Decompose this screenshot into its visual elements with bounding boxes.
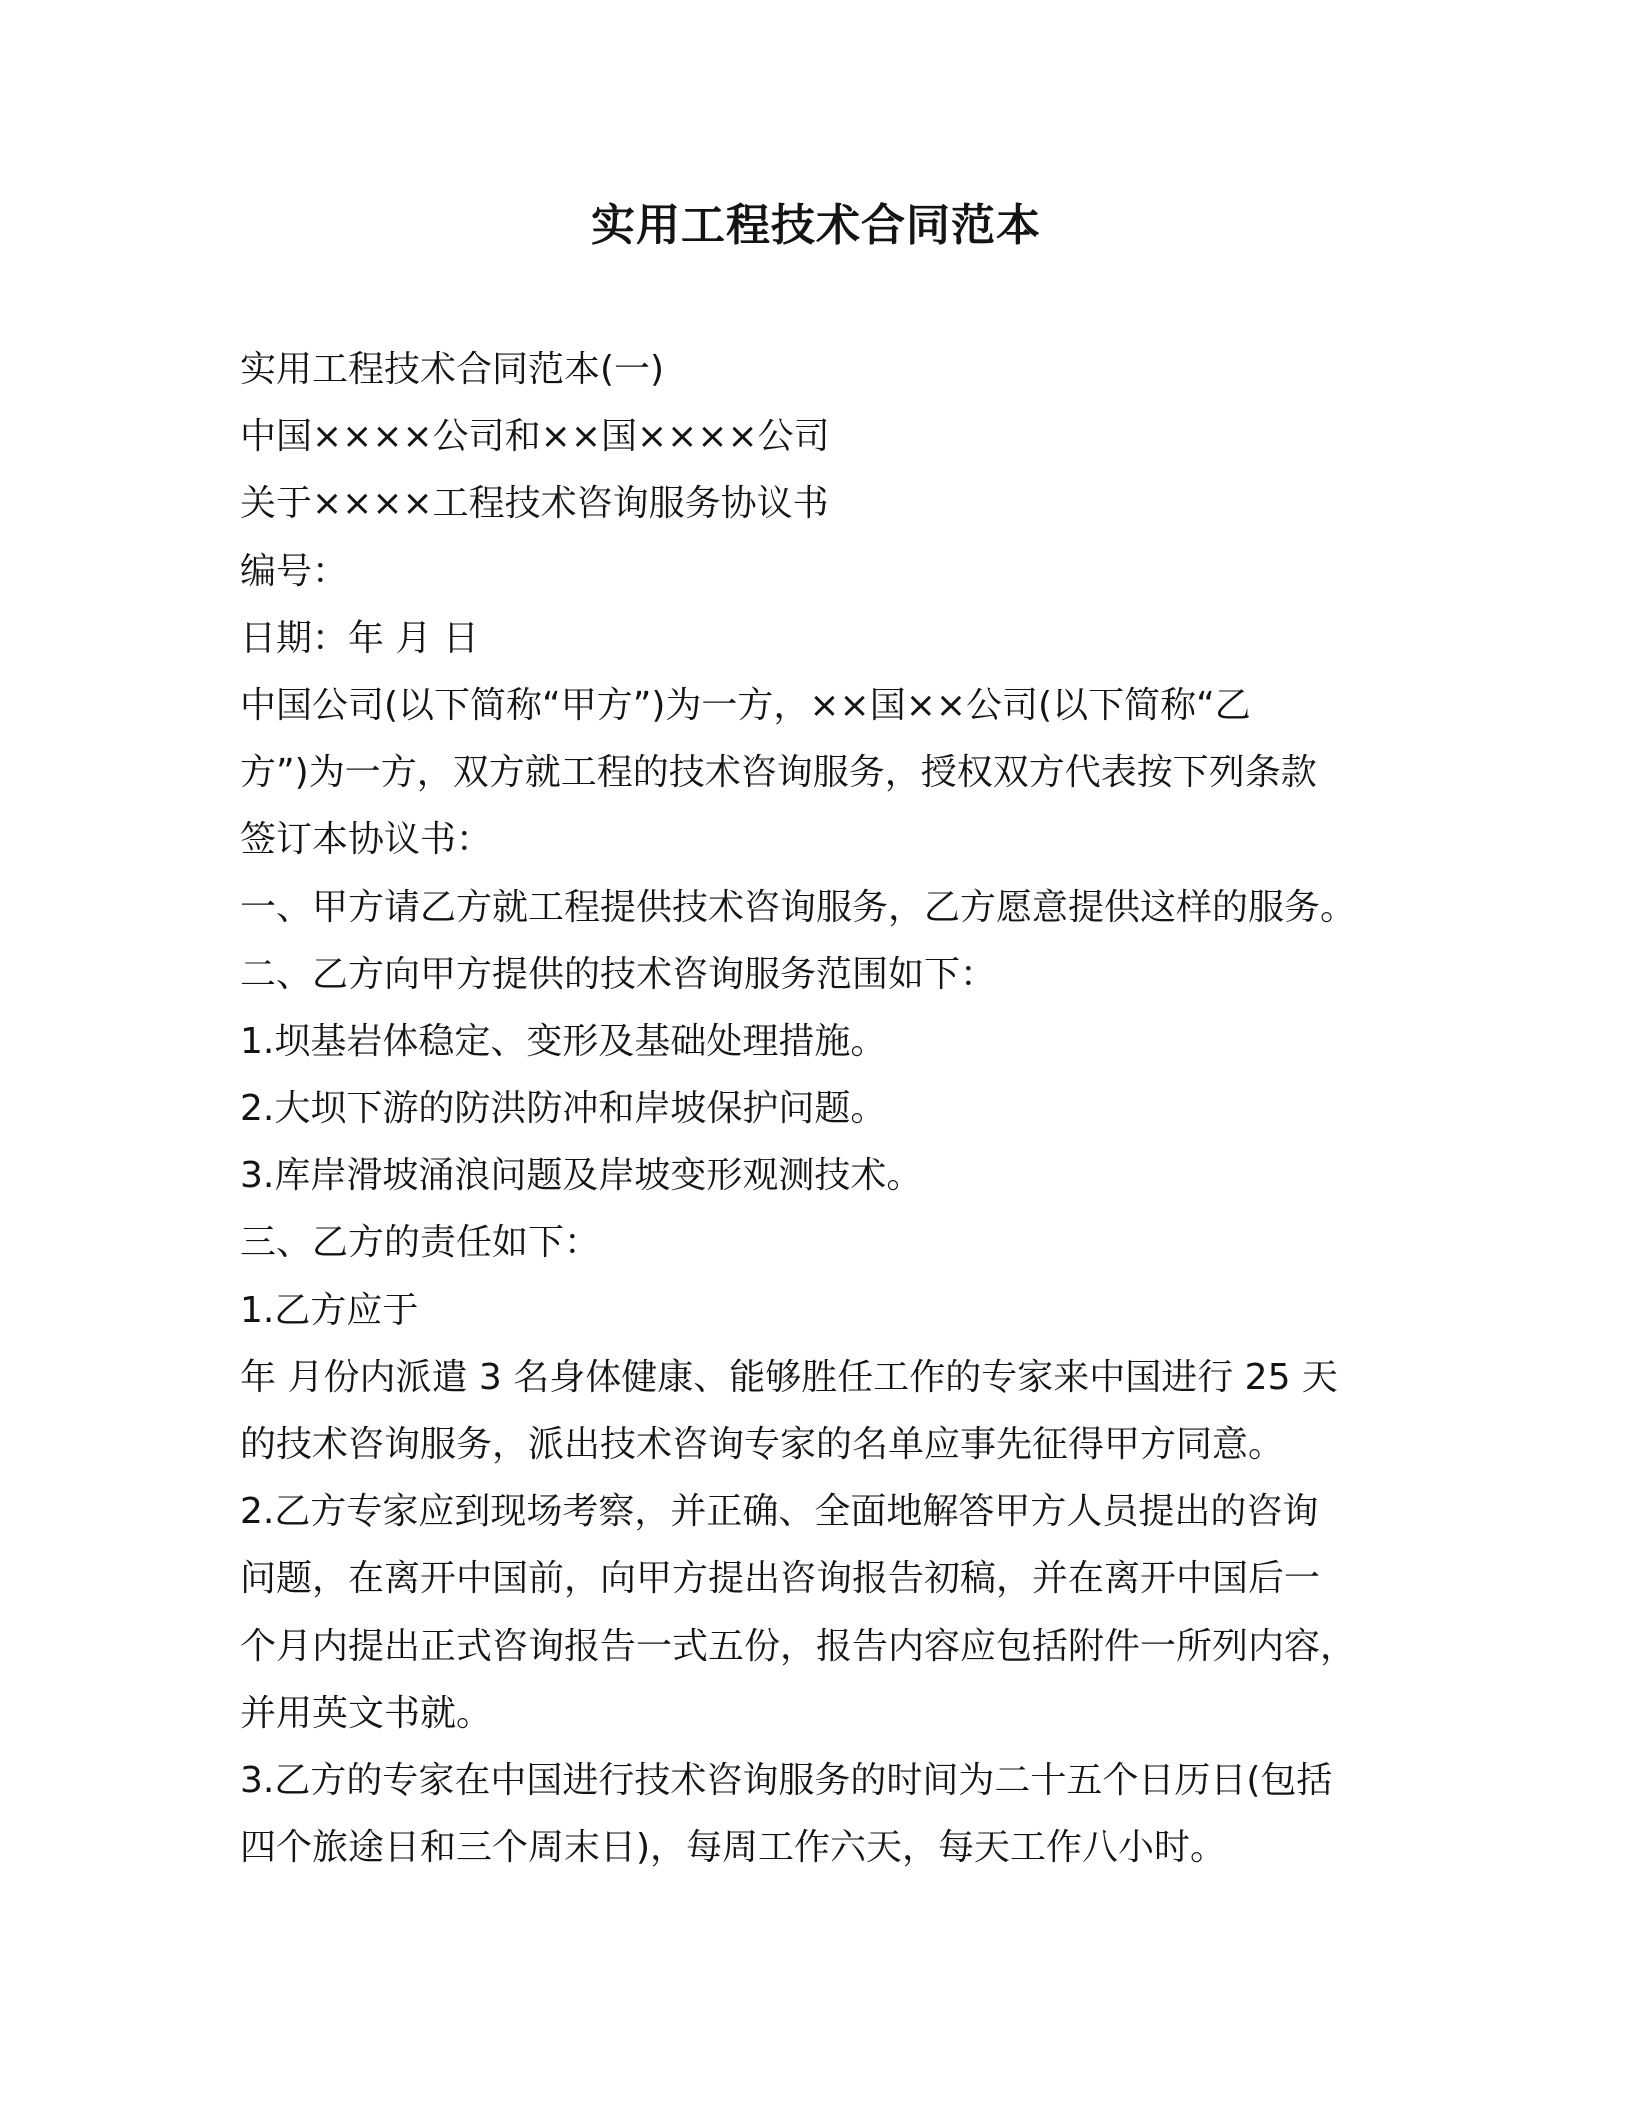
clause-heading: 二、乙方向甲方提供的技术咨询服务范围如下： [240,953,997,995]
agreement-name-line: 关于××××工程技术咨询服务协议书 [240,483,829,525]
paragraph-line: 个月内提出正式咨询报告一式五份，报告内容应包括附件一所列内容， [240,1625,1357,1667]
paragraph-line: 签订本协议书： [240,819,493,861]
paragraph-line: 并用英文书就。 [240,1692,493,1734]
list-item: 2.大坝下游的防洪防冲和岸坡保护问题。 [240,1088,887,1130]
list-item: 2.乙方专家应到现场考察，并正确、全面地解答甲方人员提出的咨询 [240,1491,1319,1533]
number-field: 编号： [240,550,349,592]
paragraph-line: 问题，在离开中国前，向甲方提出咨询报告初稿，并在离开中国后一 [240,1558,1321,1600]
clause-heading: 三、乙方的责任如下： [240,1222,601,1264]
document-title: 实用工程技术合同范本 [591,200,1041,251]
paragraph-line: 年 月份内派遣 3 名身体健康、能够胜任工作的专家来中国进行 25 天 [240,1356,1338,1398]
paragraph-line: 的技术咨询服务，派出技术咨询专家的名单应事先征得甲方同意。 [240,1424,1285,1465]
list-item: 1.坝基岩体稳定、变形及基础处理措施。 [240,1020,887,1062]
paragraph-line: 四个旅途日和三个周末日)，每周工作六天，每天工作八小时。 [240,1827,1227,1869]
subtitle-line: 实用工程技术合同范本(一) [240,349,665,390]
date-field: 日期：年 月 日 [240,617,479,659]
paragraph-line: 中国公司(以下简称“甲方”)为一方，××国××公司(以下简称“乙 [240,684,1251,726]
clause-heading: 一、甲方请乙方就工程提供技术咨询服务，乙方愿意提供这样的服务。 [240,886,1357,928]
list-item: 3.乙方的专家在中国进行技术咨询服务的时间为二十五个日历日(包括 [240,1759,1333,1801]
paragraph-line: 方”)为一方，双方就工程的技术咨询服务，授权双方代表按下列条款 [240,752,1317,794]
parties-line: 中国××××公司和××国××××公司 [240,416,830,458]
document-body [240,336,1392,1881]
list-item: 3.库岸滑坡涌浪问题及岸坡变形观测技术。 [240,1155,923,1197]
list-item: 1.乙方应于 [240,1289,419,1331]
